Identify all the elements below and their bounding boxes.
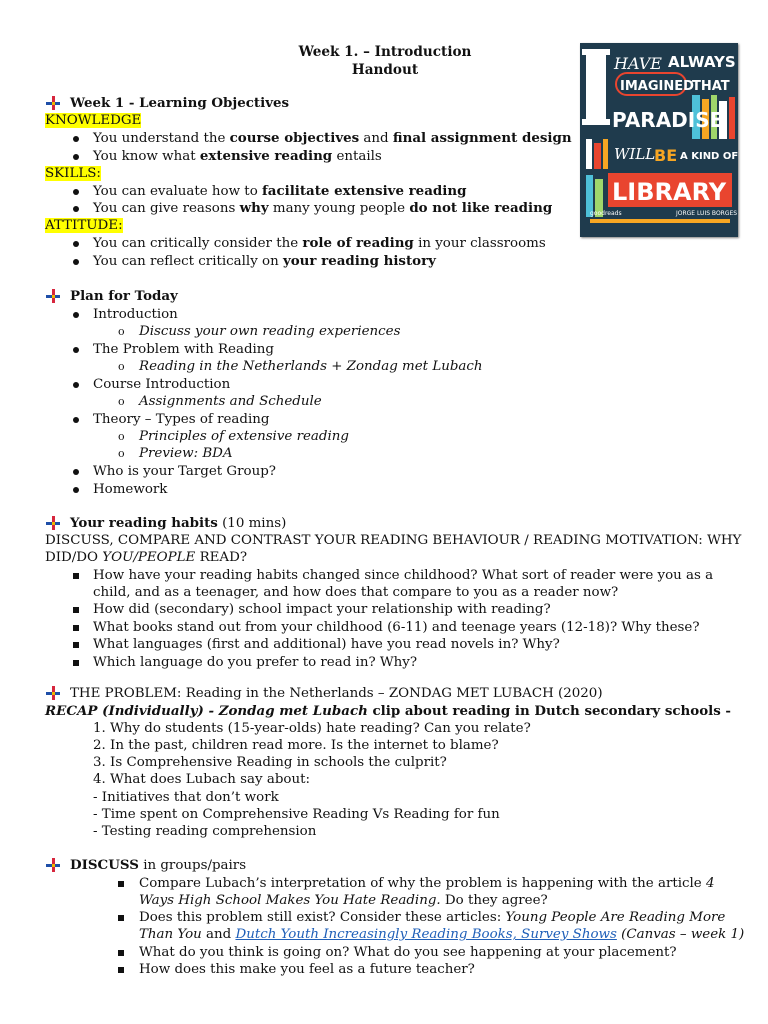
problem-question: 2. In the past, children read more. Is the internet to blame? (93, 738, 499, 753)
objective-item: You can reflect critically on your reading history (93, 253, 436, 269)
attitude-label: ATTITUDE: (45, 218, 123, 233)
poster-that: THAT (692, 79, 730, 94)
habits-question: How have your reading habits changed since childhood? What sort of reader were you as a (93, 568, 714, 583)
poster-a-kind-of: A KIND OF (680, 151, 738, 162)
knowledge-label: KNOWLEDGE (45, 113, 142, 128)
discuss-heading: DISCUSS in groups/pairs (70, 857, 247, 873)
problem-recap: RECAP (Individually) - Zondag met Lubach clip about reading in Dutch secondary schools - (45, 703, 731, 719)
objectives-heading: Week 1 - Learning Objectives (70, 95, 290, 111)
habits-question: What books stand out from your childhood (6-11) and teenage years (12-18)? Why these? (93, 620, 700, 635)
poster-publisher: goodreads (590, 210, 622, 217)
habits-question: How did (secondary) school impact your relationship with reading? (93, 602, 551, 617)
habits-question: Which language do you prefer to read in? Why? (93, 655, 418, 670)
plan-item: Course Introduction (93, 377, 231, 392)
poster-be: BE (654, 146, 678, 165)
discuss-item: Ways High School Makes You Hate Reading. Do they agree? (139, 893, 548, 908)
plan-subitem: Assignments and Schedule (139, 394, 322, 409)
plan-item: Introduction (93, 307, 178, 322)
poster-always: ALWAYS (668, 53, 736, 71)
poster-will: WILL (614, 145, 656, 163)
objective-item: You can give reasons why many young people do not like reading (93, 200, 553, 216)
habits-intro: DID/DO YOU/PEOPLE READ? (45, 550, 248, 565)
discuss-item: What do you think is going on? What do you see happening at your placement? (139, 945, 677, 960)
problem-subpoint: - Initiatives that don’t work (93, 790, 279, 805)
plan-heading: Plan for Today (70, 288, 178, 304)
poster-paradise: PARADISE (612, 108, 724, 132)
problem-subpoint: - Time spent on Comprehensive Reading Vs Reading for fun (93, 807, 500, 822)
discuss-item: How does this make you feel as a future teacher? (139, 962, 475, 977)
poster-have: HAVE (614, 54, 662, 73)
plan-subitem: Principles of extensive reading (139, 429, 349, 444)
skills-label: SKILLS: (45, 166, 101, 181)
plan-item: Homework (93, 482, 168, 497)
plan-subitem: Reading in the Netherlands + Zondag met Lubach (139, 359, 483, 374)
objective-item: You understand the course objectives and final assignment design (93, 130, 572, 146)
objective-item: You can evaluate how to facilitate extensive reading (93, 183, 467, 199)
section-marker-icon (46, 686, 60, 700)
poster-library: LIBRARY (612, 178, 727, 206)
plan-item: Who is your Target Group? (93, 464, 276, 479)
discuss-item: Does this problem still exist? Consider these articles: Young People Are Reading More (139, 910, 726, 925)
poster-image (580, 43, 738, 237)
section-marker-icon (46, 516, 60, 530)
plan-item: Theory – Types of reading (93, 412, 270, 427)
handout-title: Week 1. – Introduction (298, 44, 472, 60)
problem-heading: THE PROBLEM: Reading in the Netherlands – ZONDAG MET LUBACH (2020) (70, 686, 603, 701)
poster-imagined: IMAGINED (620, 79, 694, 94)
library-quote-poster (580, 43, 738, 237)
discuss-item: Compare Lubach’s interpretation of why the problem is happening with the article 4 (139, 876, 715, 891)
habits-question: child, and as a teenager, and how does that compare to you as a reader now? (93, 585, 619, 600)
problem-question: 1. Why do students (15-year-olds) hate reading? Can you relate? (93, 721, 531, 736)
plan-subitem: Discuss your own reading experiences (139, 324, 401, 339)
handout-subtitle: Handout (351, 62, 419, 78)
plan-item: The Problem with Reading (93, 342, 274, 357)
section-marker-icon (46, 96, 60, 110)
objective-item: You can critically consider the role of reading in your classrooms (93, 235, 546, 251)
poster-author: JORGE LUIS BORGES (676, 210, 738, 217)
section-marker-icon (46, 289, 60, 303)
habits-intro: DISCUSS, COMPARE AND CONTRAST YOUR READING BEHAVIOUR / READING MOTIVATION: WHY (45, 533, 742, 548)
habits-question: What languages (first and additional) have you read novels in? Why? (93, 637, 560, 652)
objective-item: You know what extensive reading entails (93, 148, 382, 164)
problem-subpoint: - Testing reading comprehension (93, 824, 317, 839)
habits-heading: Your reading habits (10 mins) (70, 515, 287, 531)
problem-question: 3. Is Comprehensive Reading in schools the culprit? (93, 755, 447, 770)
section-marker-icon (46, 858, 60, 872)
problem-question: 4. What does Lubach say about: (93, 772, 310, 787)
article-link[interactable]: Dutch Youth Increasingly Reading Books, Survey Shows (235, 927, 617, 942)
plan-subitem: Preview: BDA (139, 446, 233, 461)
discuss-item: Than You and Dutch Youth Increasingly Reading Books, Survey Shows (Canvas – week 1) (139, 927, 745, 942)
